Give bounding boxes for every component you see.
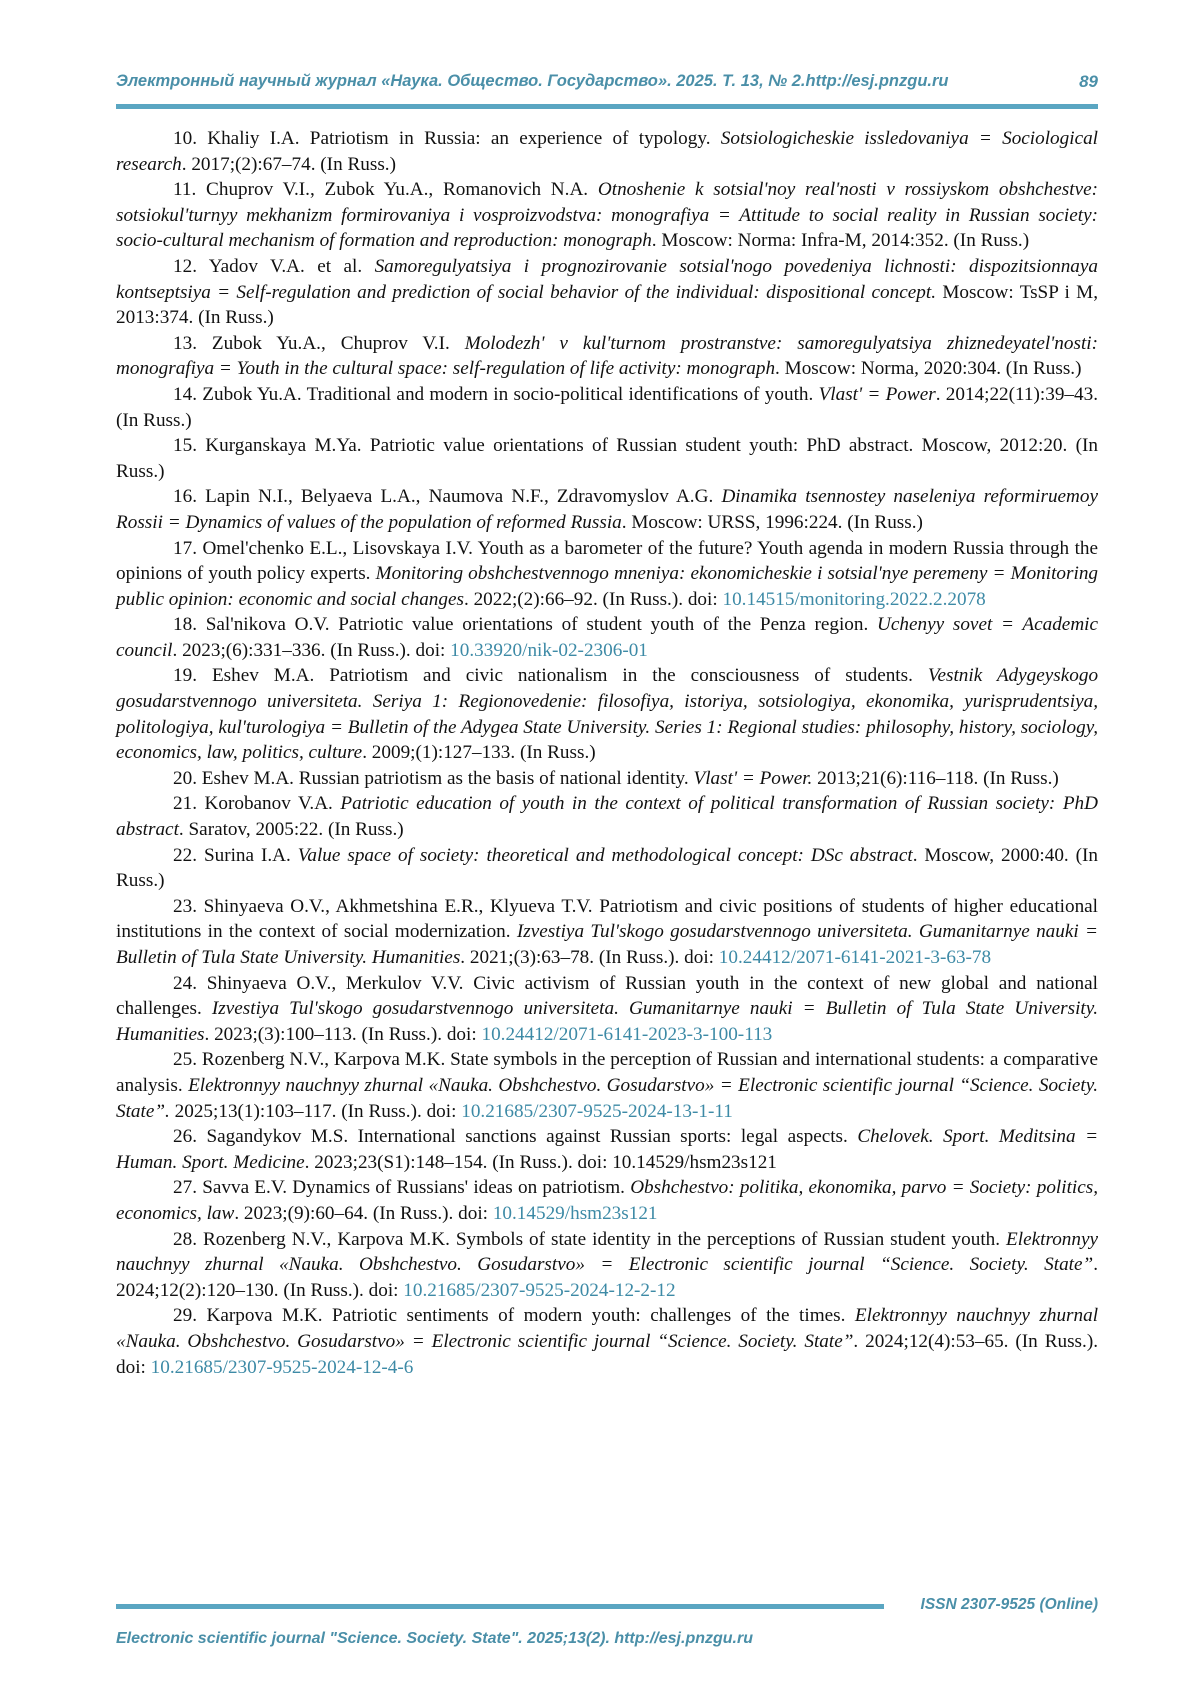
reference-source: Patriotic education of youth in the context of political transformation of Russian society: PhD abstract	[116, 793, 1098, 841]
header-rule	[116, 104, 1098, 109]
reference-details: . 2024;12(4):53–65. (In Russ.).	[853, 1330, 1099, 1352]
reference-details: 2025;13(1):103–117. (In Russ.).	[169, 1100, 422, 1122]
reference-title: International sanctions against Russian sports: legal aspects.	[357, 1126, 848, 1148]
reference-details: 2013;21(6):116–118. (In Russ.)	[812, 767, 1059, 789]
reference-item	[116, 433, 1098, 484]
reference-number: 10.	[173, 128, 197, 149]
reference-title: Patriotic sentiments of modern youth: challenges of the times.	[332, 1305, 846, 1327]
reference-details: . 2022;(2):66–92. (In Russ.).	[463, 588, 684, 610]
reference-doi-prefix: doi:	[679, 947, 719, 968]
reference-details: . 2023;(6):331–336. (In Russ.).	[172, 639, 411, 661]
reference-details: . 2017;(2):67–74. (In Russ.)	[181, 153, 396, 175]
reference-doi-prefix: doi:	[453, 1202, 493, 1224]
reference-details: . Moscow, 2000:40. (In Russ.)	[116, 844, 1099, 892]
reference-item	[116, 1047, 1098, 1124]
reference-title: Russian patriotism as the basis of national identity.	[298, 767, 689, 789]
reference-title: Dynamics of Russians' ideas on patriotism.	[292, 1177, 625, 1199]
reference-details: . 2009;(1):127–133. (In Russ.)	[362, 742, 596, 764]
footer-rule	[116, 1604, 884, 1609]
reference-item	[116, 254, 1098, 331]
reference-title: Civic activism of Russian youth in the context of new global and national challenges.	[116, 972, 1098, 1020]
reference-source: Molodezh' v kul'turnom prostranstve: samoregulyatsiya zhiznedeyatel'nosti: monografiya = Youth in the cultural space: self-regulation of life activity: monograph	[116, 332, 1098, 380]
issn-label: ISSN 2307-9525 (Online)	[920, 1596, 1098, 1613]
reference-doi[interactable]: 10.33920/nik-02-2306-01	[450, 639, 648, 661]
reference-authors: Omel'chenko E.L., Lisovskaya I.V.	[202, 537, 473, 559]
reference-authors: Zubok Yu.A., Chuprov V.I.	[211, 332, 450, 354]
reference-number: 23.	[173, 895, 197, 917]
reference-authors: Khaliy I.A.	[207, 128, 300, 149]
reference-title: Patriotic value orientations of Russian student youth: PhD abstract. Moscow, 2012:20. (In Russ.)	[116, 435, 1098, 482]
reference-doi[interactable]: 10.21685/2307-9525-2024-12-2-12	[403, 1279, 676, 1301]
reference-authors: Zubok Yu.A.	[202, 383, 302, 405]
reference-doi[interactable]: 10.24412/2071-6141-2021-3-63-78	[718, 947, 992, 968]
reference-item	[116, 843, 1098, 894]
reference-title: Patriotic value orientations of student youth of the Penza region.	[338, 614, 869, 636]
journal-title: Электронный научный журнал «Наука. Общество. Государство». 2025. Т. 13, № 2.http://esj.pnzgu.ru	[116, 72, 949, 90]
reference-doi-prefix: doi:	[410, 639, 451, 661]
reference-doi[interactable]: 10.14529/hsm23s121	[492, 1202, 658, 1224]
reference-source: Otnoshenie k sotsial'noy real'nosti v rossiyskom obshchestve: sotsiokul'turnyy mekhanizm formirovaniya i vosproizvodstva: monografiya = Attitude to social reality in Russian society: socio-cultural mechanism of formation and reproduction: monograph	[116, 179, 1099, 252]
reference-item	[116, 894, 1098, 971]
reference-item	[116, 1175, 1098, 1226]
reference-item	[116, 1227, 1098, 1304]
reference-item	[116, 971, 1098, 1048]
reference-authors: Karpova M.K.	[206, 1305, 323, 1327]
reference-authors: Shinyaeva O.V., Akhmetshina E.R., Klyueva T.V.	[203, 895, 593, 917]
reference-item	[116, 766, 1098, 792]
reference-source: Izvestiya Tul'skogo gosudarstvennogo universiteta. Gumanitarnye nauki = Bulletin of Tula State University. Humanities	[116, 998, 1099, 1045]
reference-doi[interactable]: 10.21685/2307-9525-2024-12-4-6	[150, 1356, 414, 1378]
reference-source: Dinamika tsennostey naseleniya reformiruemoy Rossii = Dynamics of values of the population of reformed Russia	[116, 486, 1099, 533]
reference-number: 18.	[173, 614, 197, 636]
reference-authors: Rozenberg N.V., Karpova M.K.	[201, 1049, 446, 1071]
reference-details: . Moscow: URSS, 1996:224. (In Russ.)	[621, 511, 923, 533]
reference-authors: Korobanov V.A.	[204, 793, 333, 815]
reference-number: 29.	[173, 1305, 197, 1327]
reference-source: Sotsiologicheskie issledovaniya = Sociological research	[116, 128, 1099, 175]
reference-authors: Savva E.V.	[202, 1177, 288, 1199]
reference-doi-prefix: doi:	[116, 1356, 151, 1378]
reference-doi-prefix: doi:	[363, 1279, 404, 1301]
reference-number: 20.	[173, 767, 197, 789]
reference-title: Patriotism and civic nationalism in the consciousness of students.	[329, 665, 913, 687]
footer-journal: Electronic scientific journal "Science. Society. State". 2025;13(2). http://esj.pnzgu.ru	[116, 1630, 753, 1647]
reference-details: . Saratov, 2005:22. (In Russ.)	[178, 819, 404, 841]
reference-source: Samoregulyatsiya i prognozirovanie sotsial'nogo povedeniya lichnosti: dispozitsionnaya kontseptsiya = Self-regulation and prediction of social behavior of the individual: dispositional concept.	[116, 255, 1098, 303]
reference-authors: Eshev M.A.	[211, 665, 315, 687]
reference-details: Moscow: TsSP i M, 2013:374. (In Russ.)	[116, 281, 1098, 329]
reference-doi[interactable]: 10.24412/2071-6141-2023-3-100-113	[481, 1023, 773, 1045]
reference-number: 12.	[173, 255, 197, 277]
reference-title: Patriotism in Russia: an experience of typology.	[309, 128, 711, 149]
reference-source: Vlast' = Power	[818, 383, 936, 405]
reference-number: 25.	[173, 1049, 197, 1071]
reference-item	[116, 177, 1098, 254]
reference-item	[116, 1303, 1098, 1380]
reference-item	[116, 536, 1098, 613]
reference-title: Youth as a barometer of the future? Youth agenda in modern Russia through the opinions of youth policy experts.	[116, 537, 1099, 585]
reference-details: . 2023;(3):100–113. (In Russ.).	[204, 1023, 443, 1045]
reference-number: 28.	[173, 1228, 197, 1250]
reference-source: Value space of society: theoretical and methodological concept: DSc abstract	[297, 844, 913, 866]
reference-item	[116, 331, 1098, 382]
reference-doi[interactable]: 10.21685/2307-9525-2024-13-1-11	[461, 1100, 733, 1122]
reference-number: 11.	[173, 179, 197, 201]
reference-title: Traditional and modern in socio-political identifications of youth.	[306, 383, 814, 405]
reference-item	[116, 663, 1098, 765]
running-header	[116, 72, 1098, 91]
reference-number: 14.	[173, 383, 197, 405]
reference-details: . 2021;(3):63–78. (In Russ.).	[460, 947, 680, 968]
reference-source: Vlast' = Power.	[693, 767, 813, 789]
reference-item	[116, 382, 1098, 433]
reference-title: State symbols in the perception of Russian and international students: a comparative analysis.	[116, 1049, 1099, 1096]
reference-authors: Sal'nikova O.V.	[205, 614, 330, 636]
reference-authors: Chuprov V.I., Zubok Yu.A., Romanovich N.A.	[206, 179, 589, 201]
reference-source: Obshchestvo: politika, ekonomika, parvo = Society: politics, economics, law	[116, 1177, 1099, 1224]
reference-details: . 2023;(9):60–64. (In Russ.).	[234, 1202, 454, 1224]
reference-authors: Rozenberg N.V., Karpova M.K.	[202, 1228, 450, 1250]
reference-number: 17.	[173, 537, 197, 559]
reference-number: 21.	[173, 793, 197, 815]
reference-title: Symbols of state identity in the perceptions of Russian student youth.	[455, 1228, 1001, 1250]
reference-source: Uchenyy sovet = Academic council	[116, 614, 1099, 661]
reference-source: Elektronnyy nauchnyy zhurnal «Nauka. Obshchestvo. Gosudarstvo» = Electronic scientific journal “Science. Society. State”	[116, 1228, 1099, 1276]
reference-number: 26.	[173, 1126, 197, 1148]
reference-number: 24.	[173, 972, 197, 994]
reference-number: 27.	[173, 1177, 197, 1199]
reference-doi-prefix: doi:	[442, 1023, 482, 1045]
reference-doi[interactable]: 10.14515/monitoring.2022.2.2078	[722, 588, 986, 610]
reference-authors: Lapin N.I., Belyaeva L.A., Naumova N.F., Zdravomyslov A.G.	[205, 486, 714, 508]
reference-doi-prefix: doi:	[421, 1100, 462, 1122]
reference-authors: Yadov V.A. et al.	[208, 255, 363, 277]
reference-title: Patriotism and civic positions of students of higher educational institutions in the context of social modernization.	[116, 895, 1099, 943]
reference-authors: Surina I.A.	[203, 844, 291, 866]
reference-doi-prefix: doi:	[683, 588, 723, 610]
reference-source: Chelovek. Sport. Meditsina = Human. Sport. Medicine	[116, 1126, 1099, 1173]
reference-details: . 2014;22(11):39–43. (In Russ.)	[116, 383, 1098, 431]
reference-item	[116, 791, 1098, 842]
reference-number: 16.	[173, 486, 197, 508]
reference-item	[116, 126, 1098, 177]
reference-source: Izvestiya Tul'skogo gosudarstvennogo universiteta. Gumanitarnye nauki = Bulletin of Tula State University. Humanities	[116, 921, 1099, 968]
page-number: 89	[1079, 72, 1098, 91]
reference-details: . Moscow: Norma: Infra-M, 2014:352. (In Russ.)	[651, 230, 1030, 252]
reference-number: 13.	[173, 332, 197, 354]
reference-authors: Kurganskaya M.Ya.	[205, 435, 362, 457]
reference-details: . Moscow: Norma, 2020:304. (In Russ.)	[775, 358, 1082, 380]
reference-item	[116, 484, 1098, 535]
reference-item	[116, 612, 1098, 663]
reference-source: Monitoring obshchestvennogo mneniya: ekonomicheskie i sotsial'nye peremeny = Monitoring public opinion: economic and social changes	[116, 563, 1099, 610]
reference-number: 15.	[173, 435, 197, 457]
reference-authors: Eshev M.A.	[201, 767, 294, 789]
reference-item	[116, 1124, 1098, 1175]
reference-number: 22.	[173, 844, 197, 866]
reference-source: Vestnik Adygeyskogo gosudarstvennogo universiteta. Seriya 1: Regionovedenie: filosofiya, istoriya, sotsiologiya, ekonomika, yurisprudentsiya, politologiya, kul'turologiya = Bulletin of the Adygea State University. Series 1: Regional studies: philosophy, history, sociology, economics, law, politics, culture	[116, 665, 1099, 764]
reference-authors: Shinyaeva O.V., Merkulov V.V.	[206, 972, 464, 994]
reference-authors: Sagandykov M.S.	[206, 1126, 349, 1148]
reference-source: Elektronnyy nauchnyy zhurnal «Nauka. Obshchestvo. Gosudarstvo» = Electronic scientific journal “Science. Society. State”	[116, 1305, 1099, 1352]
reference-details: . 2023;23(S1):148–154. (In Russ.). doi: 10.14529/hsm23s121	[304, 1151, 777, 1173]
reference-number: 19.	[173, 665, 197, 687]
reference-list	[116, 126, 1098, 1380]
reference-details: . 2024;12(2):120–130. (In Russ.).	[116, 1254, 1098, 1301]
reference-source: Elektronnyy nauchnyy zhurnal «Nauka. Obshchestvo. Gosudarstvo» = Electronic scientific journal “Science. Society. State”.	[116, 1074, 1099, 1122]
